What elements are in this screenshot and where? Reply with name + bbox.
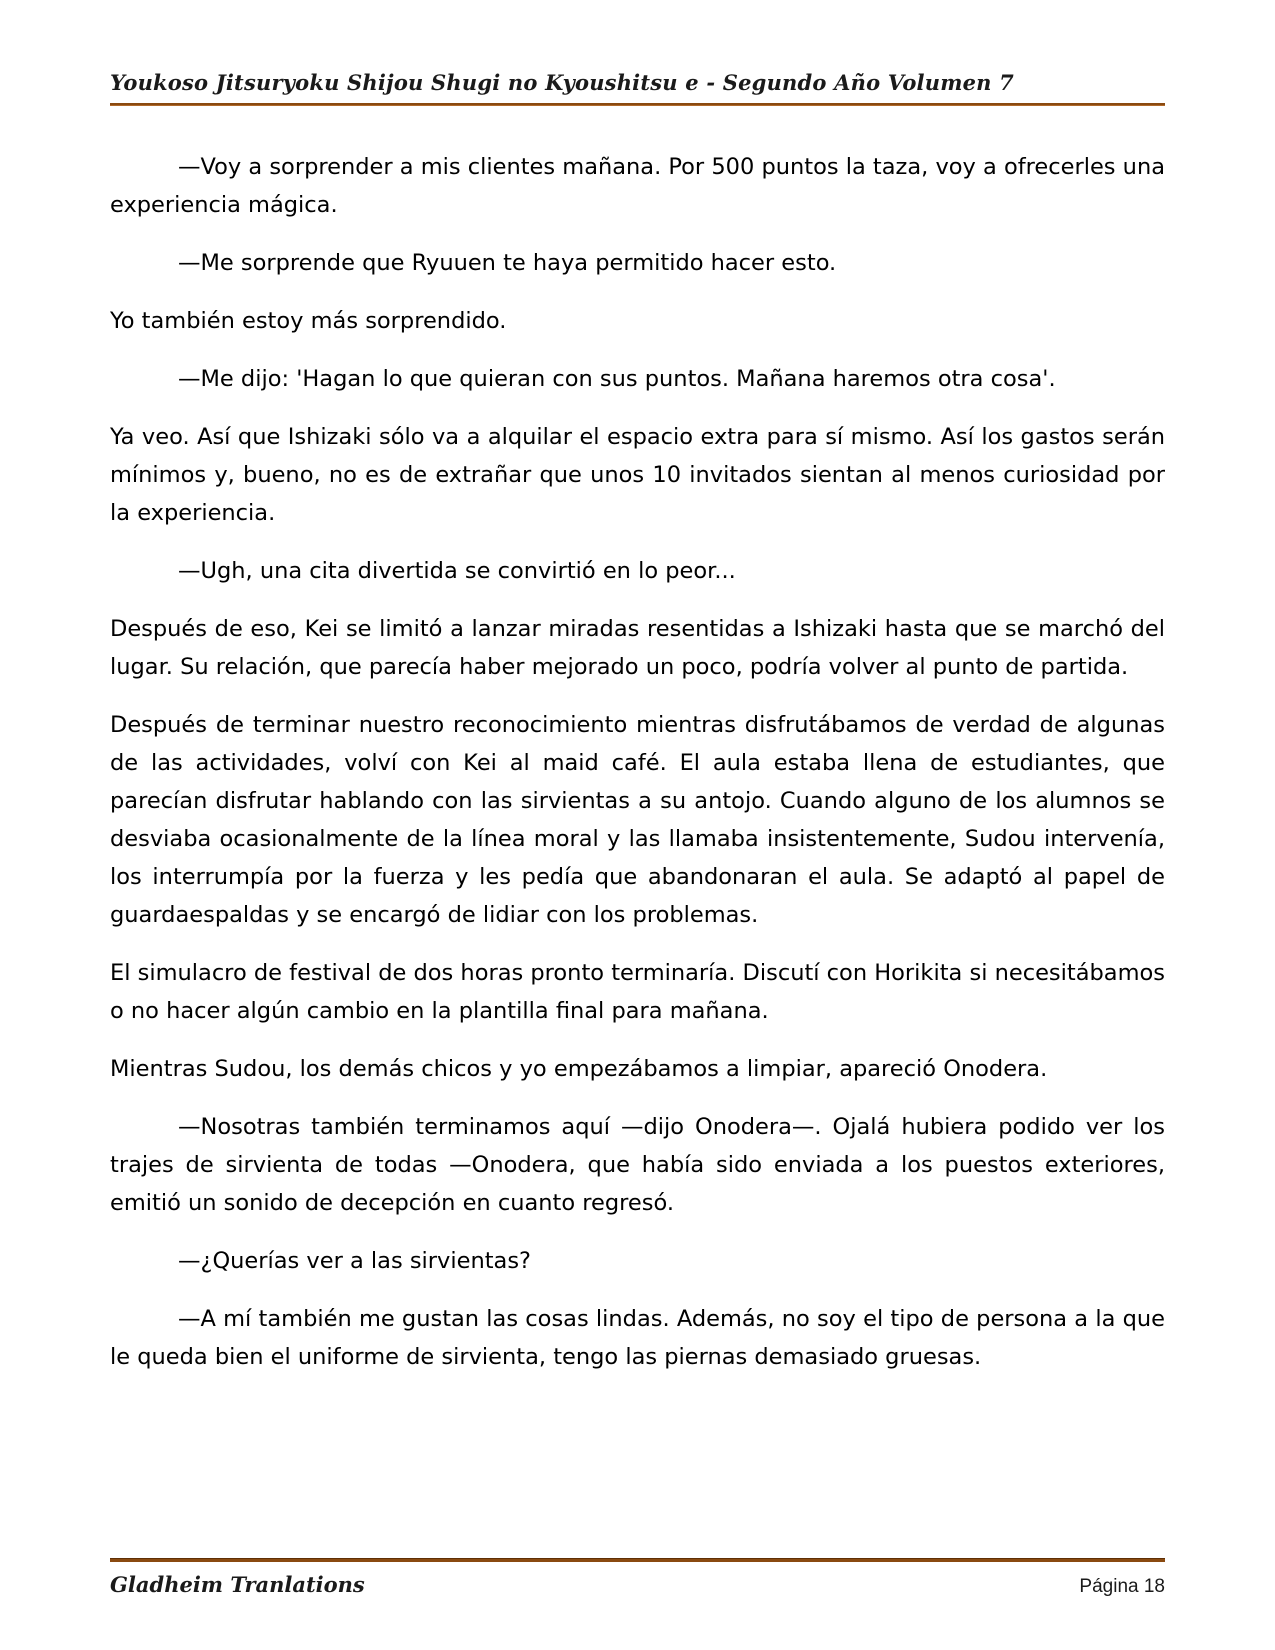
paragraph: —Me dijo: 'Hagan lo que quieran con sus puntos. Mañana haremos otra cosa'.	[178, 366, 1056, 392]
paragraph: —Nosotras también terminamos aquí —dijo Onodera—. Ojalá hubiera podido ver los trajes de sirvienta de todas —Onodera, que había sido enviada a los puestos exteriores, emitió un sonido de decepción en cuanto regresó.	[110, 1114, 1165, 1216]
footer-row	[110, 1572, 1165, 1598]
page-number: Página 18	[1079, 1576, 1165, 1597]
footer-rule	[110, 1558, 1165, 1562]
paragraph: Yo también estoy más sorprendido.	[110, 308, 507, 334]
page-header	[0, 0, 1275, 106]
page-footer	[110, 1558, 1165, 1598]
paragraph: El simulacro de festival de dos horas pronto terminaría. Discutí con Horikita si necesitábamos o no hacer algún cambio en la plantilla final para mañana.	[110, 960, 1165, 1024]
paragraph: Mientras Sudou, los demás chicos y yo empezábamos a limpiar, apareció Onodera.	[110, 1056, 1048, 1082]
paragraph: Después de terminar nuestro reconocimiento mientras disfrutábamos de verdad de algunas de las actividades, volví con Kei al maid café. El aula estaba llena de estudiantes, que parecían disfrutar hablando con las sirvientas a su antojo. Cuando alguno de los alumnos se desviaba ocasionalmente de la línea moral y las llamaba insistentemente, Sudou intervenía, los interrumpía por la fuerza y les pedía que abandonaran el aula. Se adaptó al papel de guardaespaldas y se encargó de lidiar con los problemas.	[110, 712, 1165, 928]
translator-credit: Gladheim Tranlations	[110, 1572, 365, 1597]
paragraph: —¿Querías ver a las sirvientas?	[178, 1248, 532, 1274]
document-title: Youkoso Jitsuryoku Shijou Shugi no Kyoushitsu e - Segundo Año Volumen 7	[110, 70, 1014, 95]
paragraph: —Me sorprende que Ryuuen te haya permitido hacer esto.	[178, 250, 837, 276]
document-body	[0, 106, 1275, 1376]
paragraph: —Voy a sorprender a mis clientes mañana. Por 500 puntos la taza, voy a ofrecerles una experiencia mágica.	[110, 154, 1165, 218]
paragraph: —Ugh, una cita divertida se convirtió en lo peor...	[178, 558, 736, 584]
paragraph: —A mí también me gustan las cosas lindas. Además, no soy el tipo de persona a la que le queda bien el uniforme de sirvienta, tengo las piernas demasiado gruesas.	[110, 1306, 1165, 1370]
paragraph: Ya veo. Así que Ishizaki sólo va a alquilar el espacio extra para sí mismo. Así los gastos serán mínimos y, bueno, no es de extrañar que unos 10 invitados sientan al menos curiosidad por la experiencia.	[110, 424, 1165, 526]
paragraph: Después de eso, Kei se limitó a lanzar miradas resentidas a Ishizaki hasta que se marchó del lugar. Su relación, que parecía haber mejorado un poco, podría volver al punto de partida.	[110, 616, 1165, 680]
